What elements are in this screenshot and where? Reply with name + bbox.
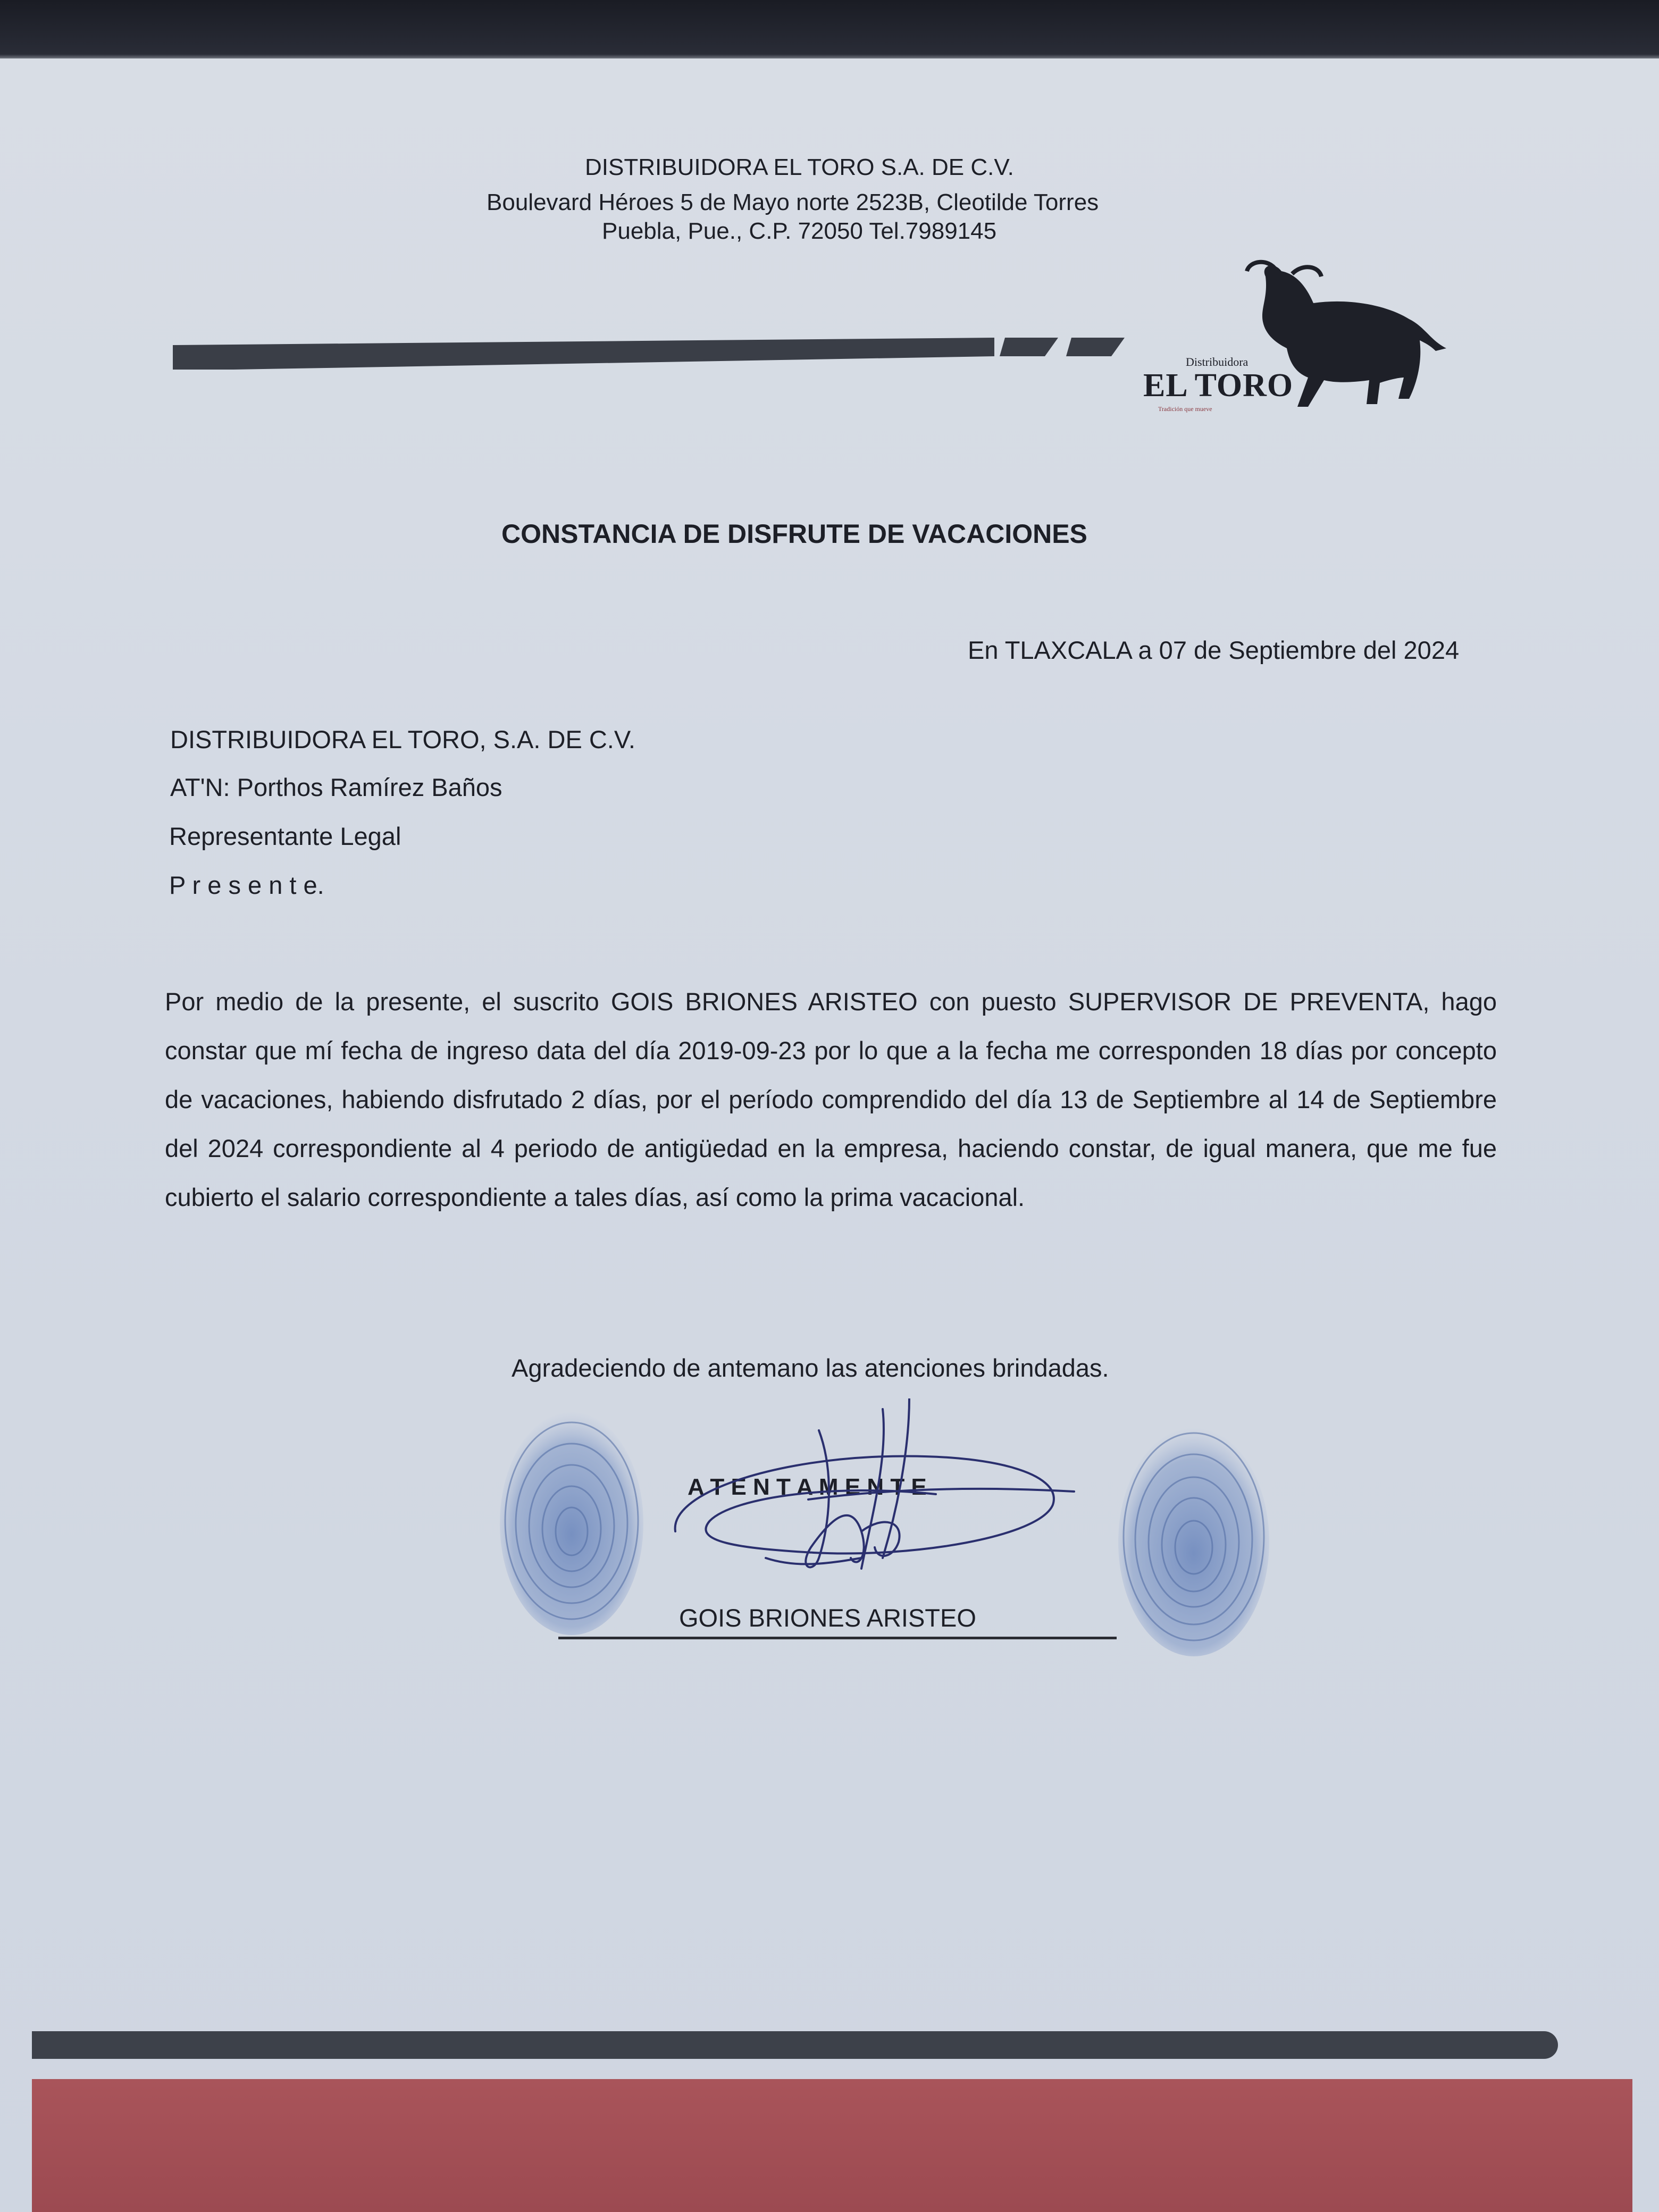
- letterhead-company: DISTRIBUIDORA EL TORO S.A. DE C.V.: [585, 154, 1014, 180]
- footer-gray-stripe: [32, 2031, 1558, 2059]
- signer-name: GOIS BRIONES ARISTEO: [679, 1604, 976, 1632]
- letterhead-address-line2: Puebla, Pue., C.P. 72050 Tel.7989145: [602, 218, 997, 244]
- handwritten-signature: [659, 1398, 1085, 1590]
- recipient-company: DISTRIBUIDORA EL TORO, S.A. DE C.V.: [170, 725, 635, 753]
- fingerprint-left: [497, 1409, 646, 1638]
- sign-off: A T E N T A M E N T E: [688, 1474, 927, 1500]
- header-stripe: [173, 327, 1130, 370]
- fingerprint-right: [1114, 1425, 1273, 1659]
- recipient-attn: AT'N: Porthos Ramírez Baños: [170, 773, 502, 801]
- logo-brand: EL TORO: [1143, 367, 1294, 404]
- logo-small-text: Distribuidora: [1186, 355, 1249, 368]
- body-paragraph: Por medio de la presente, el suscrito GOIS BRIONES ARISTEO con puesto SUPERVISOR DE PREVENTA, hago constar que mí fecha de ingreso data del día 2019-09-23 por lo que a la fecha me corresponden 18 días por concepto de vacaciones, habiendo disfrutado 2 días, por el período comprendido del día 13 de Septiembre al 14 de Septiembre del 2024 correspondiente al 4 periodo de antigüedad en la empresa, haciendo constar, de igual manera, que me fue cubierto el salario correspondiente a tales días, así como la prima vacacional.: [165, 987, 1497, 1211]
- signature-line: [558, 1637, 1117, 1639]
- letterhead-address-line1: Boulevard Héroes 5 de Mayo norte 2523B, Cleotilde Torres: [487, 189, 1099, 215]
- background-top: [0, 0, 1659, 64]
- closing-line: Agradeciendo de antemano las atenciones brindadas.: [512, 1354, 1109, 1382]
- document-title: CONSTANCIA DE DISFRUTE DE VACACIONES: [501, 519, 1087, 549]
- recipient-role: Representante Legal: [169, 822, 401, 850]
- recipient-greeting: P r e s e n t e.: [169, 871, 324, 899]
- logo-tagline: Tradición que mueve: [1158, 405, 1212, 413]
- company-logo: [1138, 255, 1457, 425]
- place-date: En TLAXCALA a 07 de Septiembre del 2024: [968, 636, 1460, 664]
- footer-red-band: [32, 2079, 1632, 2212]
